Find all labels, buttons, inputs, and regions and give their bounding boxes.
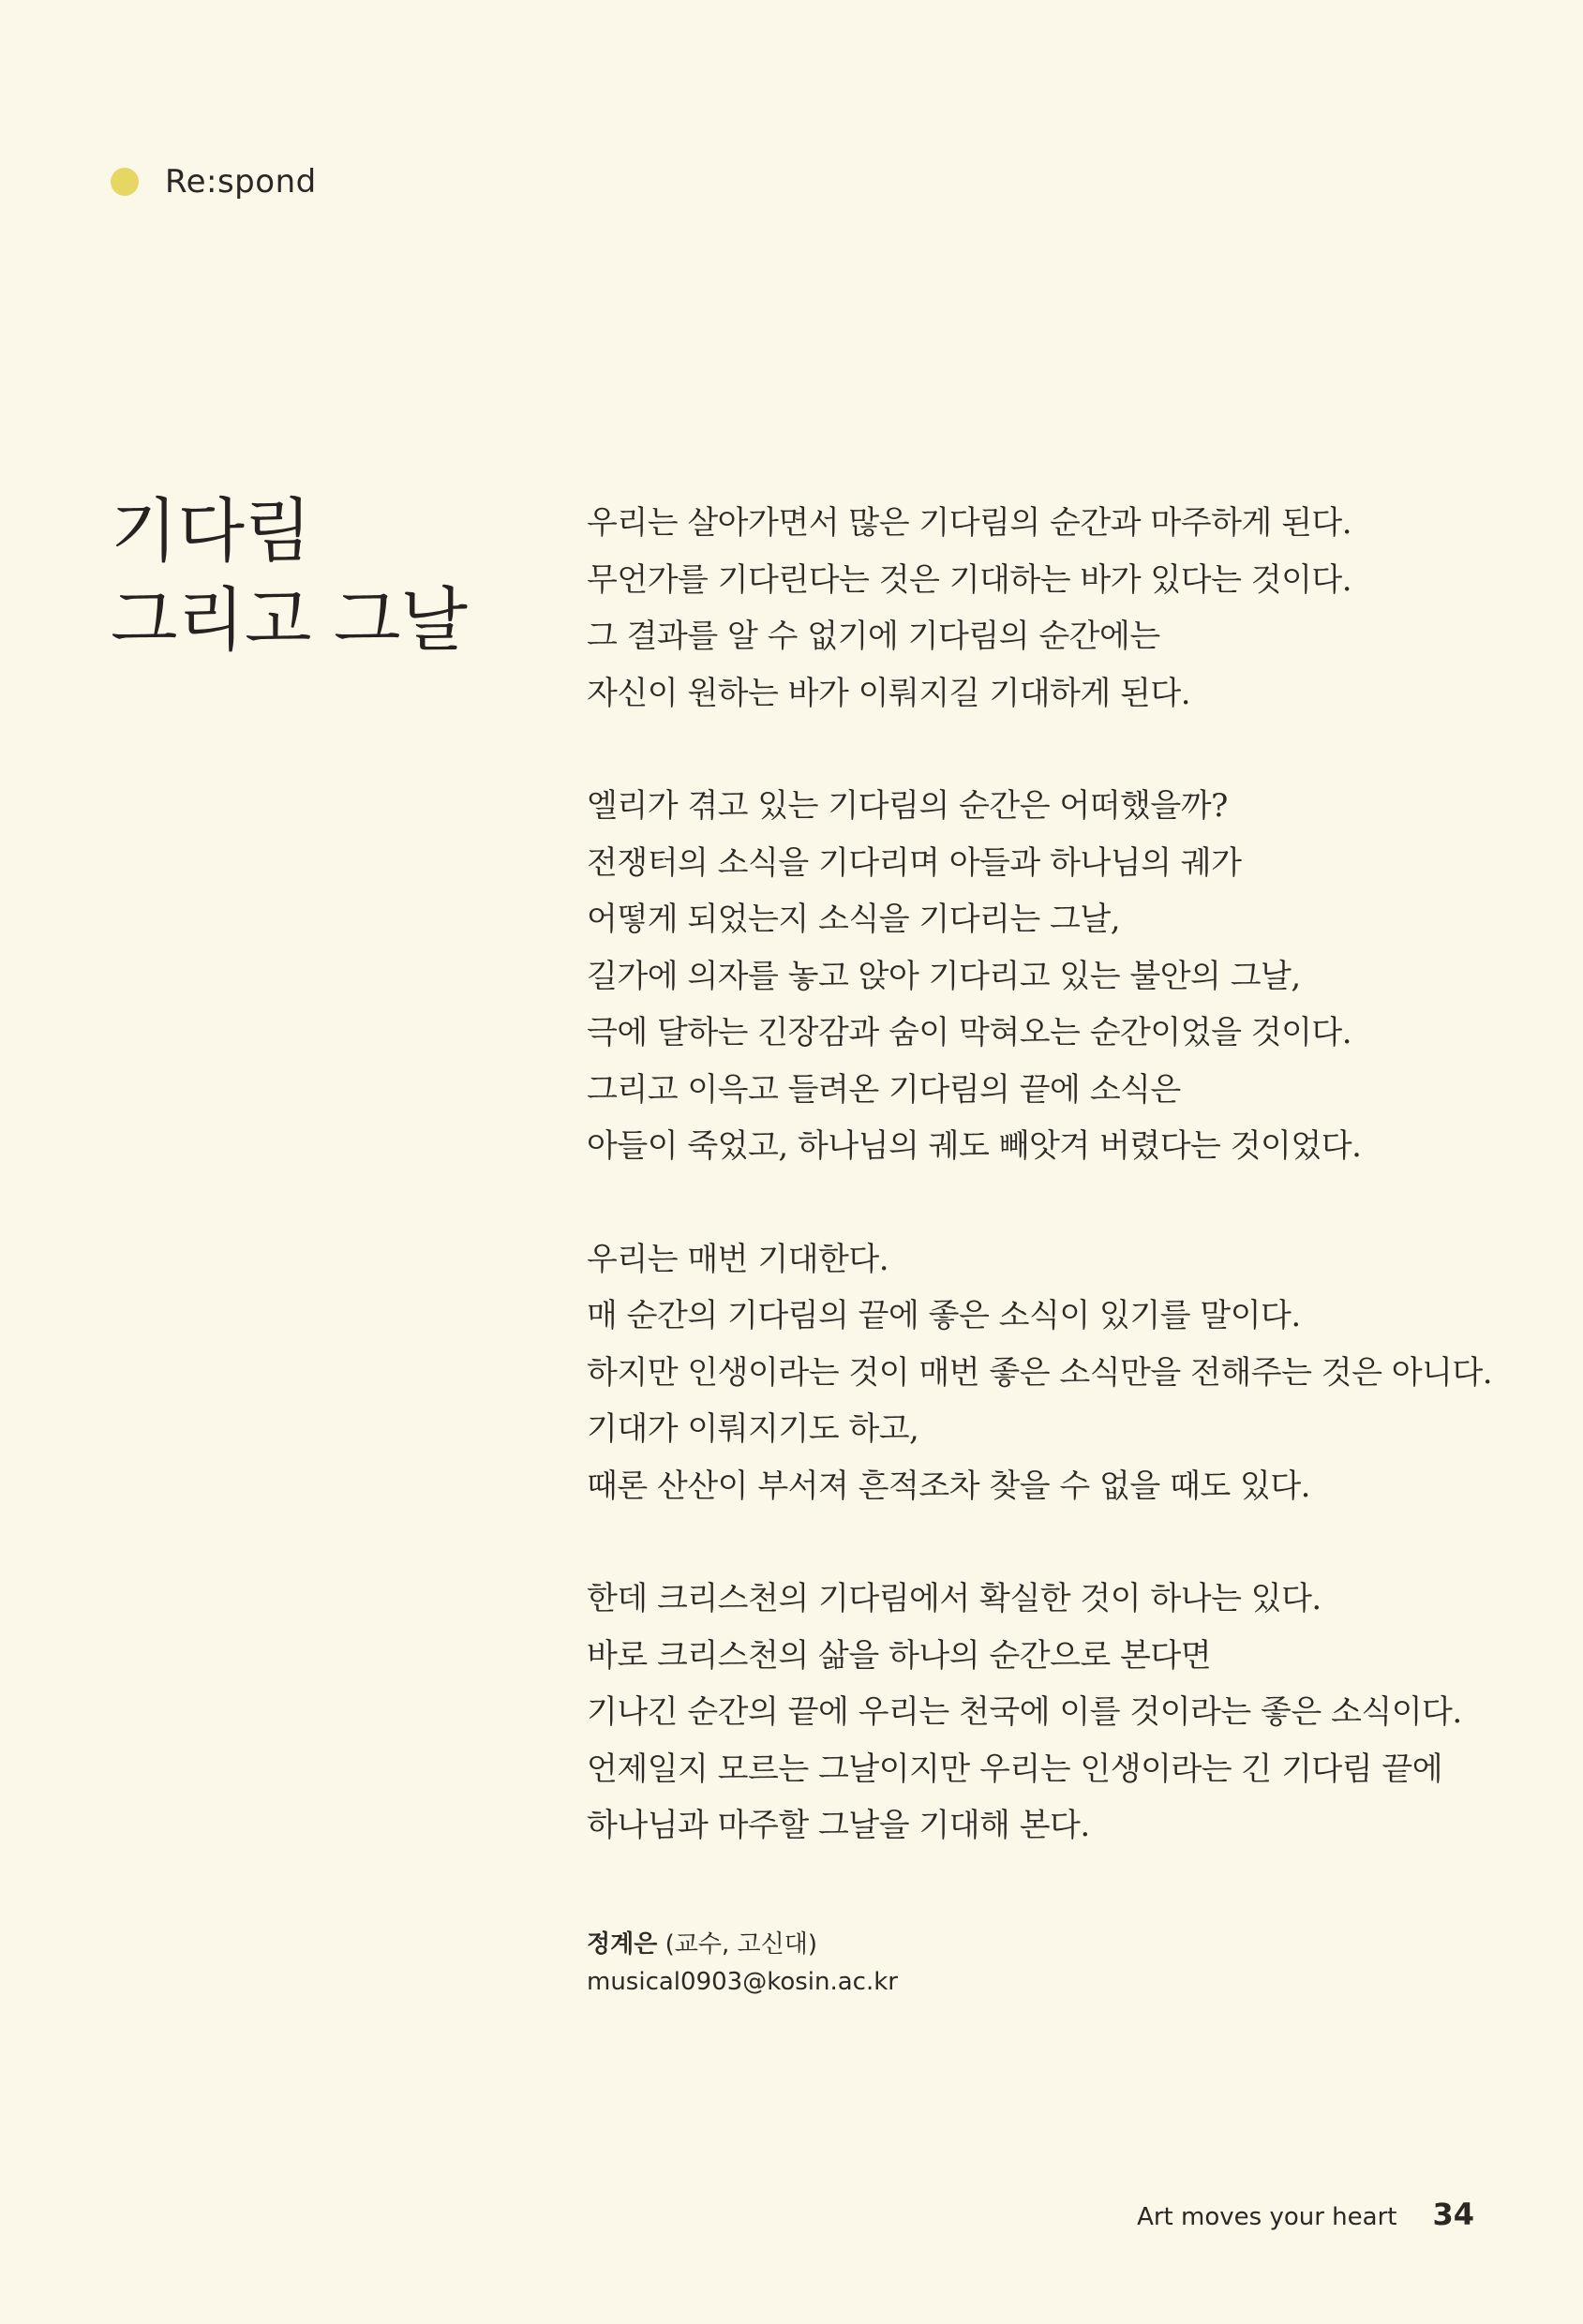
body-line: 그리고 이윽고 들려온 기다림의 끝에 소식은 bbox=[587, 1070, 1181, 1109]
body-line: 극에 달하는 긴장감과 숨이 막혀오는 순간이었을 것이다. bbox=[587, 1014, 1352, 1051]
body-line: 기나긴 순간의 끝에 우리는 천국에 이를 것이라는 좋은 소식이다. bbox=[587, 1693, 1462, 1731]
stanza bbox=[587, 1571, 1533, 1855]
page-footer bbox=[1137, 2197, 1474, 2232]
body-line: 길가에 의자를 놓고 앉아 기다리고 있는 불안의 그날, bbox=[587, 957, 1301, 995]
body-line: 아들이 죽었고, 하나님의 궤도 빼앗겨 버렸다는 것이었다. bbox=[587, 1127, 1362, 1165]
section-label: Re:spond bbox=[165, 163, 317, 201]
body-line: 하나님과 마주할 그날을 기대해 본다. bbox=[587, 1807, 1090, 1844]
body-line: 때론 산산이 부서져 흔적조차 찾을 수 없을 때도 있다. bbox=[587, 1467, 1310, 1505]
body-line: 엘리가 겪고 있는 기다림의 순간은 어떠했을까? bbox=[587, 787, 1228, 825]
stanza bbox=[587, 778, 1533, 1175]
page-number: 34 bbox=[1432, 2197, 1474, 2232]
article-title bbox=[111, 487, 504, 665]
body-line: 전쟁터의 소식을 기다리며 아들과 하나님의 궤가 bbox=[587, 843, 1242, 882]
body-line: 기대가 이뤄지기도 하고, bbox=[587, 1410, 919, 1448]
section-header bbox=[111, 161, 317, 202]
author-credit bbox=[587, 1926, 898, 1963]
stanza bbox=[587, 1231, 1533, 1515]
body-line: 바로 크리스천의 삶을 하나의 순간으로 본다면 bbox=[587, 1636, 1212, 1675]
body-line: 우리는 살아가면서 많은 기다림의 순간과 마주하게 된다. bbox=[587, 504, 1352, 542]
body-line: 하지만 인생이라는 것이 매번 좋은 소식만을 전해주는 것은 아니다. bbox=[587, 1353, 1493, 1392]
body-line: 자신이 원하는 바가 이뤄지길 기대하게 된다. bbox=[587, 674, 1191, 712]
section-dot-icon bbox=[111, 168, 139, 196]
body-line: 무언가를 기다린다는 것은 기대하는 바가 있다는 것이다. bbox=[587, 560, 1352, 599]
body-line: 언제일지 모르는 그날이지만 우리는 인생이라는 긴 기다림 끝에 bbox=[587, 1750, 1443, 1788]
body-line: 한데 크리스천의 기다림에서 확실한 것이 하나는 있다. bbox=[587, 1580, 1322, 1617]
article-title-line-1: 기다림 bbox=[111, 491, 312, 572]
author-affiliation: (교수, 고신대) bbox=[665, 1930, 818, 1959]
article-title-line-2: 그리고 그날 bbox=[111, 580, 468, 661]
body-line: 우리는 매번 기대한다. bbox=[587, 1240, 889, 1278]
footer-tagline: Art moves your heart bbox=[1137, 2203, 1397, 2231]
stanza bbox=[587, 495, 1533, 722]
body-line: 어떻게 되었는지 소식을 기다리는 그날, bbox=[587, 901, 1121, 938]
article-body bbox=[587, 495, 1533, 1911]
author-email[interactable]: musical0903@kosin.ac.kr bbox=[587, 1968, 898, 1996]
author-block bbox=[587, 1926, 898, 2001]
body-line: 그 결과를 알 수 없기에 기다림의 순간에는 bbox=[587, 618, 1160, 655]
author-name: 정계은 bbox=[587, 1930, 658, 1959]
body-line: 매 순간의 기다림의 끝에 좋은 소식이 있기를 말이다. bbox=[587, 1297, 1301, 1334]
